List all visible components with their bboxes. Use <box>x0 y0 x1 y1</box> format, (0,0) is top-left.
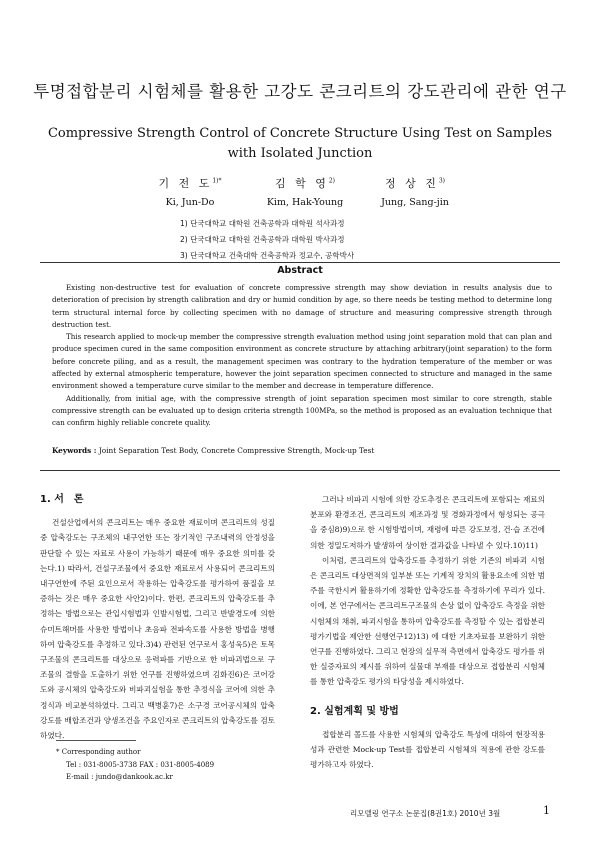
right-paragraph-3: 접합분리 몰드를 사용한 시험체의 압축강도 특성에 대하여 현장적용성과 관련한 Mock-up Test를 접합분리 시험체의 적용에 관한 강도를 평가하고자 하였다. <box>310 729 545 770</box>
affiliation-2: 2) 단국대학교 대학원 건축공학과 대학원 박사과정 <box>180 235 345 244</box>
abstract-paragraph: Existing non-destructive test for evaluation of concrete compressive strength may show deviation in results analysis due to deterioration of precision by strength calibration and dry or humid condition by age, so there needs be testing method to determine long term structural internal force by collecting specimen with no damage of structure and measuring compressive strength through destruction test. <box>52 283 552 329</box>
keywords-label: Keywords : <box>52 446 97 455</box>
author-1-name-en: Ki, Jun-Do <box>165 197 215 208</box>
keywords-text: Joint Separation Test Body, Concrete Compressive Strength, Mock-up Test <box>98 446 375 455</box>
paper-title-korean: 투명접합분리 시험체를 활용한 고강도 콘크리트의 강도관리에 관한 연구 <box>33 82 567 101</box>
affiliation-3: 3) 단국대학교 건축대학 건축공학과 정교수, 공학박사 <box>180 251 355 260</box>
title-en-line1: Compressive Strength Control of Concrete Structure Using Test on Samples <box>47 126 553 141</box>
author-2-sup: 2) <box>328 177 336 185</box>
right-paragraph-2: 이처럼, 콘크리트의 압축강도를 추정하기 위한 기존의 비파괴 시험은 콘크리트 대상면적의 일부분 또는 기계적 장치의 활용요소에 의한 범주를 국한시켜 활용하기에 정확한 압축강도를 측정하기에 무리가 있다. 이에, 본 연구에서는 콘크리트구조물의 손상 없이 압축강도 측정을 위한 시험체의 채취, 파괴시험을 통하여 압축강도를 측정할 수 있는 접합분리 평가기법을 제안한 선행연구12)13) 에 대한 기초자료를 보완하기 위한 연구를 진행하였다. 그리고 현장의 실무적 측면에서 압축강도 평가를 위한 실증자료의 제시를 위하여 실물대 부재를 대상으로 접합분리 시험체를 통한 압축강도 평가의 타당성을 제시하였다. <box>310 555 545 687</box>
journal-info: 리모델링 연구소 논문집(8권1호) 2010년 3월 <box>350 809 501 818</box>
author-2 <box>245 175 365 208</box>
footnote <box>56 746 214 784</box>
left-column <box>40 492 275 743</box>
footnote-email: E-mail : jundo@dankook.ac.kr <box>66 773 173 781</box>
right-column <box>310 492 545 772</box>
author-2-name-ko: 김 학 영 <box>274 177 329 190</box>
footnote-corresponding: * Corresponding author <box>56 748 141 756</box>
abstract-body <box>52 282 552 430</box>
section-1-heading: 1. 서 론 <box>40 494 84 505</box>
author-3-name-ko: 정 상 진 <box>384 177 439 190</box>
author-3 <box>355 175 475 208</box>
page-number: 1 <box>543 804 550 817</box>
affiliation-1: 1) 단국대학교 대학원 건축공학과 대학원 석사과정 <box>180 219 345 228</box>
abstract-heading: Abstract <box>277 265 323 276</box>
keywords-line <box>52 446 552 455</box>
author-3-sup: 3) <box>438 177 446 185</box>
footnote-rule <box>56 740 136 741</box>
title-en-line2: with Isolated Junction <box>227 146 373 161</box>
footnote-tel: Tel : 031-8005-3738 FAX : 031-8005-4089 <box>66 760 215 769</box>
affiliation-list <box>180 216 354 264</box>
paper-title-english <box>40 124 560 164</box>
intro-paragraph: 건설산업에서의 콘크리트는 매우 중요한 재료이며 콘크리트의 성질 중 압축강도는 구조체의 내구연한 또는 장기적인 구조내력의 안정성을 판단할 수 있는 자료로 사용이 가능하기 때문에 매우 중요한 의미를 갖는다.1) 따라서, 건설구조물에서 중요한 재료로서 사용되어 콘크리트의 내구연한에 주된 요인으로서 작용하는 압축강도를 평가하여 품질을 보증하는 것은 매우 중요한 사안2)이다. 한편, 콘크리트의 압축강도를 추정하는 방법으로는 관입시험법과 인발시험법, 그리고 반발경도에 의한 슈미트해머를 사용한 방법이나 초음파 전파속도를 사용한 방법을 병행하여 압축강도를 추정하고 있다.3)4) 관련된 연구로서 홍성욱5)은 토목구조물의 콘크리트를 대상으로 응력파를 기반으로 한 비파괴법으로 구조물의 결함을 도출하기 위한 연구를 진행하였으며 김화진6)은 코어강도와 공시체의 압축강도와 비파괴실험을 통한 추정식을 코어에 의한 추정식과 비교분석하였다. 그리고 백병훈7)은 소구경 코어공시체의 압축강도를 배합조건과 양생조건을 주요인자로 콘크리트의 압축강도를 검토하였다. <box>40 518 275 741</box>
author-1-name-ko: 기 전 도 <box>158 177 213 190</box>
section-2-heading: 2. 실험계획 및 방법 <box>310 705 399 717</box>
author-3-name-en: Jung, Sang-jin <box>381 197 449 208</box>
right-paragraph-1: 그러나 비파괴 시험에 의한 강도추정은 콘크리트에 포함되는 재료의 분포와 환경조건, 콘크리트의 제조과정 및 경화과정에서 형성되는 공극을 중심8)9)으로 한 시험방법이며, 재령에 따른 강도보정, 건·습 조건에 의한 정밀도저하가 발생하여 상이한 결과값을 나타낼 수 있다.10)11) <box>310 495 545 550</box>
author-2-name-en: Kim, Hak-Young <box>266 197 344 208</box>
author-1 <box>130 175 250 208</box>
author-list <box>130 175 470 215</box>
abstract-paragraph: This research applied to mock-up member the compressive strength evaluation method using joint separation mold that can plan and produce specimen cured in the same composition environment as concrete structure by attaching arbitrary(joint separation) to the form before concrete piling, and as a result, the management specimen was contrary to the hydration temperature of the member or was affected by external atmospheric temperature, however the joint separation specimen connected to structure and managed in the same environment showed a temperature curve similar to the member and decrease in temperature difference. <box>52 332 552 391</box>
abstract-paragraph: Additionally, from initial age, with the compressive strength of joint separation specimen most similar to core strength, stable compressive strength can be evaluated up to design criteria strength 100MPa, so the method is proposed as an evaluation technique that can confirm highly reliable concrete quality. <box>52 393 552 428</box>
abstract-top-rule <box>40 262 560 263</box>
abstract-bottom-rule <box>40 470 560 471</box>
author-1-sup: 1)* <box>212 177 222 185</box>
